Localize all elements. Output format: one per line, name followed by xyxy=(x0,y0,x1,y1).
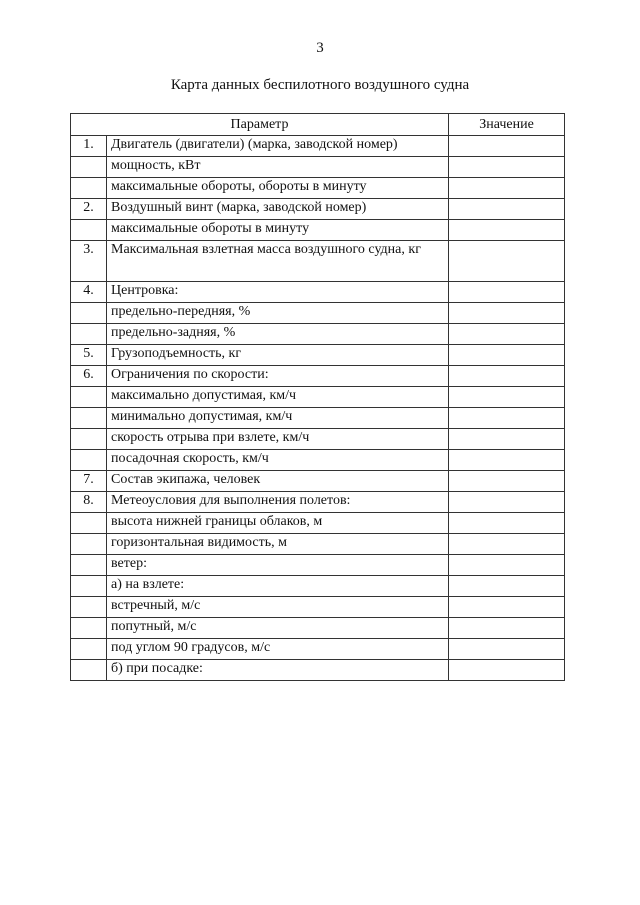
value-cell xyxy=(449,157,565,178)
parameter-cell: скорость отрыва при взлете, км/ч xyxy=(107,429,449,450)
row-number xyxy=(71,450,107,471)
value-cell xyxy=(449,450,565,471)
value-cell xyxy=(449,387,565,408)
table-row xyxy=(71,660,565,681)
row-number xyxy=(71,660,107,681)
value-cell xyxy=(449,220,565,241)
row-number: 8. xyxy=(71,492,107,513)
row-number xyxy=(71,157,107,178)
value-cell xyxy=(449,618,565,639)
parameter-cell: встречный, м/с xyxy=(107,597,449,618)
row-number: 1. xyxy=(71,136,107,157)
row-number: 6. xyxy=(71,366,107,387)
value-cell xyxy=(449,241,565,282)
table-row xyxy=(71,639,565,660)
row-number: 3. xyxy=(71,241,107,282)
row-number xyxy=(71,534,107,555)
table-row xyxy=(71,199,565,220)
table-row xyxy=(71,178,565,199)
table-row xyxy=(71,345,565,366)
row-number xyxy=(71,220,107,241)
value-cell xyxy=(449,513,565,534)
table-row xyxy=(71,597,565,618)
parameter-cell: предельно-передняя, % xyxy=(107,303,449,324)
table-row xyxy=(71,471,565,492)
value-cell xyxy=(449,136,565,157)
table-row xyxy=(71,303,565,324)
row-number xyxy=(71,597,107,618)
table-row xyxy=(71,387,565,408)
parameter-cell: посадочная скорость, км/ч xyxy=(107,450,449,471)
row-number xyxy=(71,555,107,576)
parameter-cell: максимально допустимая, км/ч xyxy=(107,387,449,408)
table-row xyxy=(71,534,565,555)
value-cell xyxy=(449,534,565,555)
value-cell xyxy=(449,324,565,345)
page-number: 3 xyxy=(316,40,324,56)
table-row xyxy=(71,157,565,178)
row-number: 5. xyxy=(71,345,107,366)
parameter-cell: максимальные обороты в минуту xyxy=(107,220,449,241)
value-cell xyxy=(449,660,565,681)
row-number xyxy=(71,639,107,660)
row-number xyxy=(71,576,107,597)
table-row xyxy=(71,618,565,639)
page-title: Карта данных беспилотного воздушного судна xyxy=(170,77,470,93)
parameter-cell: под углом 90 градусов, м/с xyxy=(107,639,449,660)
table-row xyxy=(71,366,565,387)
parameter-cell: попутный, м/с xyxy=(107,618,449,639)
parameter-cell: Максимальная взлетная масса воздушного судна, кг xyxy=(107,241,449,282)
value-cell xyxy=(449,639,565,660)
parameter-cell: горизонтальная видимость, м xyxy=(107,534,449,555)
table-row xyxy=(71,576,565,597)
table-row xyxy=(71,429,565,450)
table-row xyxy=(71,136,565,157)
parameter-cell: ветер: xyxy=(107,555,449,576)
parameter-cell: Состав экипажа, человек xyxy=(107,471,449,492)
row-number: 4. xyxy=(71,282,107,303)
parameter-cell: максимальные обороты, обороты в минуту xyxy=(107,178,449,199)
row-number xyxy=(71,429,107,450)
parameter-cell: Воздушный винт (марка, заводской номер) xyxy=(107,199,449,220)
parameter-cell: Ограничения по скорости: xyxy=(107,366,449,387)
row-number xyxy=(71,387,107,408)
parameter-cell: а) на взлете: xyxy=(107,576,449,597)
table-header-row xyxy=(71,114,565,136)
table-row xyxy=(71,555,565,576)
value-cell xyxy=(449,576,565,597)
value-cell xyxy=(449,408,565,429)
value-cell xyxy=(449,303,565,324)
value-cell xyxy=(449,282,565,303)
parameter-cell: предельно-задняя, % xyxy=(107,324,449,345)
row-number xyxy=(71,178,107,199)
table-row xyxy=(71,324,565,345)
value-cell xyxy=(449,555,565,576)
table-row xyxy=(71,450,565,471)
parameter-cell: Центровка: xyxy=(107,282,449,303)
value-cell xyxy=(449,366,565,387)
value-cell xyxy=(449,345,565,366)
value-cell xyxy=(449,597,565,618)
parameter-cell: мощность, кВт xyxy=(107,157,449,178)
row-number: 2. xyxy=(71,199,107,220)
row-number xyxy=(71,324,107,345)
table-row xyxy=(71,282,565,303)
parameter-cell: Метеоусловия для выполнения полетов: xyxy=(107,492,449,513)
uav-data-table xyxy=(70,113,565,681)
table-row xyxy=(71,408,565,429)
parameter-cell: высота нижней границы облаков, м xyxy=(107,513,449,534)
table-body xyxy=(71,136,565,681)
table-row xyxy=(71,492,565,513)
value-cell xyxy=(449,492,565,513)
row-number xyxy=(71,303,107,324)
parameter-cell: б) при посадке: xyxy=(107,660,449,681)
row-number xyxy=(71,618,107,639)
parameter-cell: Грузоподъемность, кг xyxy=(107,345,449,366)
header-parameter: Параметр xyxy=(71,114,449,136)
row-number: 7. xyxy=(71,471,107,492)
row-number xyxy=(71,408,107,429)
parameter-cell: Двигатель (двигатели) (марка, заводской номер) xyxy=(107,136,449,157)
parameter-cell: минимально допустимая, км/ч xyxy=(107,408,449,429)
value-cell xyxy=(449,429,565,450)
header-value: Значение xyxy=(449,114,565,136)
row-number xyxy=(71,513,107,534)
value-cell xyxy=(449,178,565,199)
table-row xyxy=(71,241,565,282)
value-cell xyxy=(449,471,565,492)
table-row xyxy=(71,220,565,241)
table-row xyxy=(71,513,565,534)
value-cell xyxy=(449,199,565,220)
